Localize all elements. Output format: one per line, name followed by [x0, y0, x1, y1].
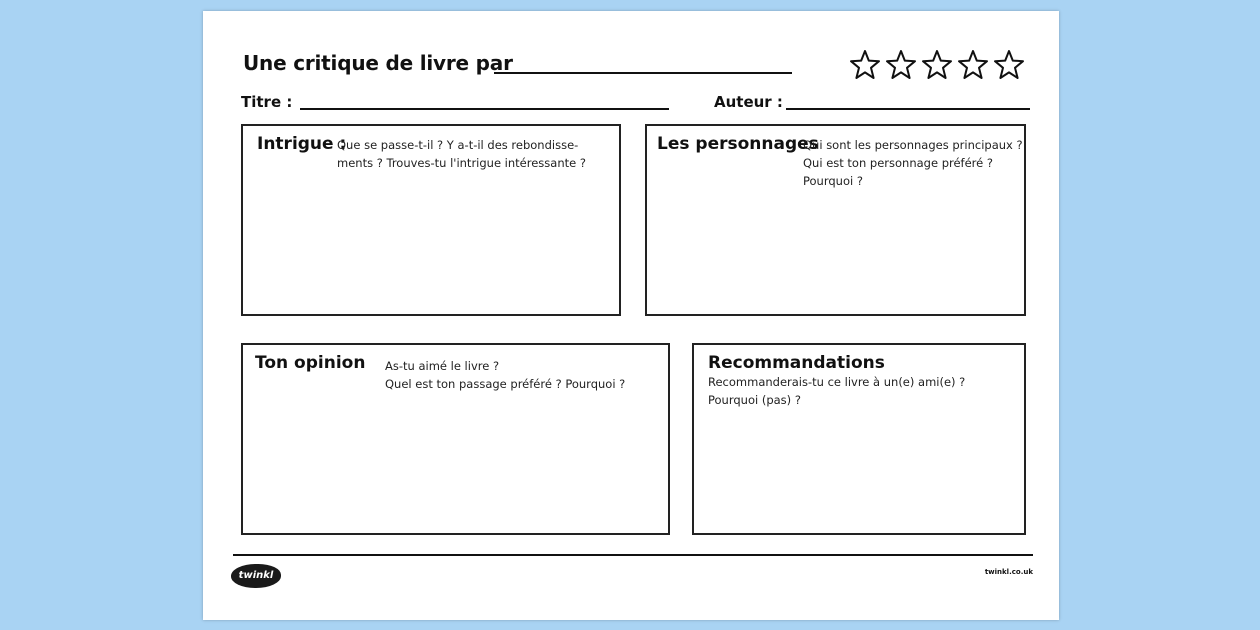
auteur-label: Auteur :	[714, 93, 783, 111]
reviewer-name-line[interactable]	[494, 72, 792, 74]
star-icon[interactable]	[921, 49, 953, 81]
opinion-prompt-line: Quel est ton passage préféré ? Pourquoi ?	[385, 377, 626, 391]
titre-field[interactable]	[300, 108, 669, 110]
personnages-box[interactable]	[645, 124, 1026, 316]
page-title: Une critique de livre par	[243, 51, 513, 75]
twinkl-logo: twinkl	[231, 564, 281, 588]
opinion-prompt	[385, 357, 655, 393]
star-icon[interactable]	[885, 49, 917, 81]
recommandations-box[interactable]	[692, 343, 1026, 535]
star-icon[interactable]	[849, 49, 881, 81]
intrigue-prompt: Que se passe-t-il ? Y a-t-il des rebondisse-ments ? Trouves-tu l'intrigue intéressante ?	[337, 138, 586, 170]
personnages-prompt-line: Qui sont les personnages principaux ?	[803, 138, 1023, 152]
star-rating[interactable]	[849, 49, 1025, 81]
worksheet-page	[203, 11, 1059, 620]
opinion-heading: Ton opinion	[255, 353, 366, 373]
opinion-box[interactable]	[241, 343, 670, 535]
title-row	[243, 51, 513, 75]
recommandations-heading: Recommandations	[708, 353, 885, 373]
intrigue-box[interactable]	[241, 124, 621, 316]
opinion-prompt-line: As-tu aimé le livre ?	[385, 359, 500, 373]
footer-url: twinkl.co.uk	[984, 568, 1033, 576]
personnages-heading: Les personnages	[657, 134, 819, 154]
star-icon[interactable]	[993, 49, 1025, 81]
intrigue-heading: Intrigue :	[257, 134, 347, 154]
star-icon[interactable]	[957, 49, 989, 81]
personnages-prompt-line: Pourquoi ?	[803, 174, 863, 188]
personnages-prompt-line: Qui est ton personnage préféré ?	[803, 156, 993, 170]
recommandations-prompt: Recommanderais-tu ce livre à un(e) ami(e) ? Pourquoi (pas) ?	[708, 375, 966, 407]
personnages-prompt	[803, 136, 1023, 190]
titre-label: Titre :	[241, 93, 293, 111]
footer-divider	[233, 554, 1033, 556]
auteur-field[interactable]	[786, 108, 1030, 110]
